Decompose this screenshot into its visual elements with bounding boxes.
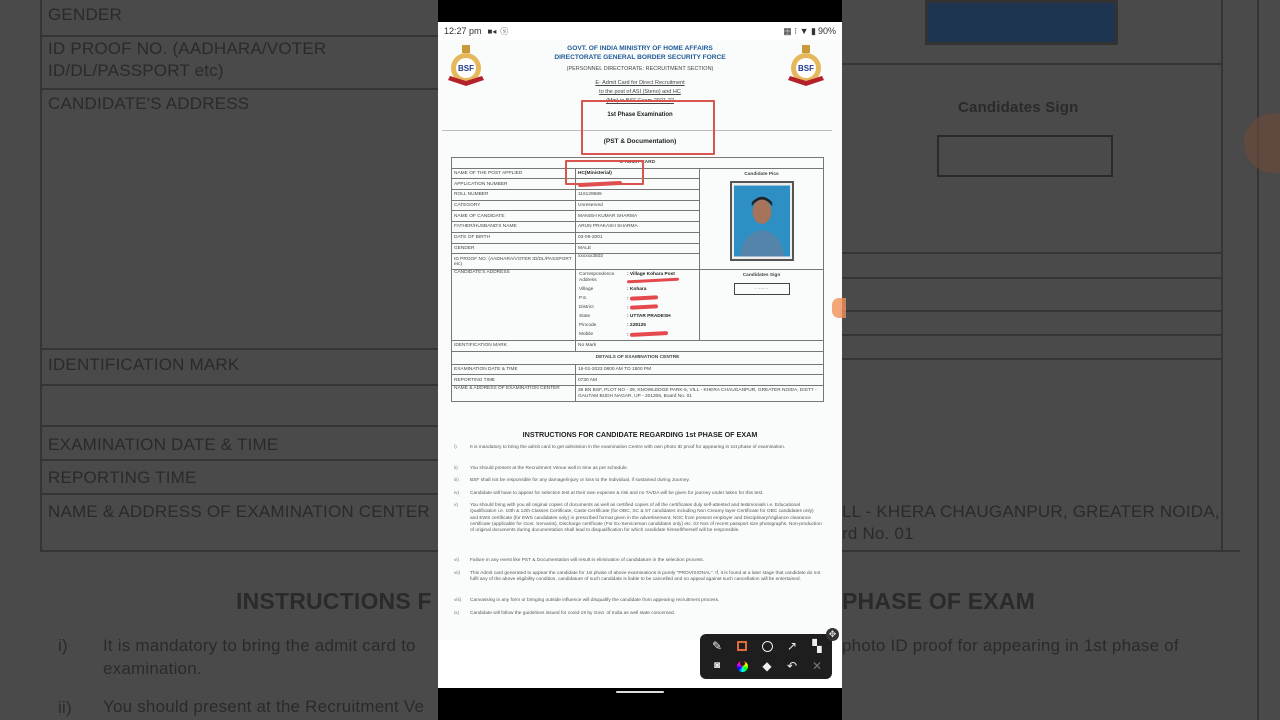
row-value: HC(Ministerial) bbox=[576, 168, 700, 179]
bg-label: ID PROOF NO. (AADHARA/VOTER bbox=[48, 39, 327, 58]
annotation-toolbar bbox=[700, 629, 837, 679]
redaction-scribble bbox=[630, 295, 658, 300]
signal-icons: ▦ ⁝ ▼ ▮ bbox=[783, 25, 816, 36]
rectangle-icon[interactable] bbox=[733, 637, 751, 655]
row-value: 0730 AM bbox=[576, 375, 824, 386]
redaction-scribble bbox=[630, 331, 668, 337]
row-label: EXAMINATION DATE & TIME bbox=[452, 364, 576, 375]
row-value: xxxxxx3502 bbox=[576, 254, 700, 270]
admit-card-table bbox=[451, 157, 824, 402]
subtitle-line3: (Min) in BSF Exam 2021-22 bbox=[606, 98, 674, 104]
eraser-icon[interactable]: ◆ bbox=[762, 659, 772, 673]
address-key: District bbox=[579, 305, 594, 310]
row-value: 116129689 bbox=[576, 190, 700, 201]
row-value: 36 BN BSF, PLOT NO - 39, KNOWLEDGE PARK-5, VILL - KHERA CHAUGANPUR, GREATER NOIDA, DISTT - GAUTAM BUDH NAGAR, UP - 201306, Board No. 01 bbox=[576, 386, 824, 402]
address-value: : bbox=[627, 296, 696, 302]
arrow-icon[interactable]: ↗ bbox=[786, 639, 798, 653]
phase-title: 1st Phase Examination bbox=[607, 112, 673, 118]
battery-level: 90% bbox=[817, 26, 836, 36]
camera-icon[interactable]: ◙ bbox=[713, 660, 721, 671]
bg-label: IDENTIFICATION MARK bbox=[48, 355, 240, 374]
notification-icon: ⓢ bbox=[500, 26, 509, 36]
bg-text: rd No. 01 bbox=[842, 524, 914, 543]
instruction-item: ix) Candidate will follow the guidelines issued for covid-19 by Govt. of India as well state concerned. bbox=[454, 611, 676, 616]
bg-touch-indicator bbox=[1244, 113, 1280, 173]
row-value: ARUN PRAKASH SHARMA bbox=[576, 222, 700, 233]
instruction-item: ii) You should present at the Recruitment Venue well in time as per schedule. bbox=[454, 466, 628, 471]
candidate-photo bbox=[730, 181, 794, 261]
header-ministry: GOVT. OF INDIA MINISTRY OF HOME AFFAIRS bbox=[567, 45, 713, 52]
phase-subtitle: (PST & Documentation) bbox=[603, 138, 677, 145]
bg-sign-box bbox=[937, 135, 1113, 177]
bg-text: You should present at the Recruitment Ve bbox=[103, 697, 425, 716]
pen-icon[interactable]: ✎ bbox=[711, 639, 723, 653]
bg-text: ii) bbox=[58, 698, 72, 717]
address-value: : 228125 bbox=[627, 323, 646, 329]
instruction-item: iv) Candidate will have to appear for selection test at their own expense & risk and no TA/DA will be given for journey under taken for this test. bbox=[454, 491, 764, 496]
mosaic-icon[interactable]: ▚ bbox=[812, 639, 822, 653]
bg-label: ID/DL/PASSPORT etc) bbox=[48, 61, 224, 80]
move-handle-icon[interactable]: ✥ bbox=[826, 628, 839, 641]
bg-text: LL - KHERA CHAUGANPUR, GREATER NOIDA, bbox=[842, 502, 1220, 521]
address-key: Pincode bbox=[579, 323, 597, 329]
address-key: Village bbox=[579, 286, 594, 292]
row-label: DATE OF BIRTH bbox=[452, 232, 576, 243]
admit-card-document bbox=[438, 40, 842, 640]
close-icon[interactable]: ✕ bbox=[811, 659, 823, 673]
bg-text: photo ID proof for appearing in 1st phase of bbox=[842, 636, 1179, 655]
header-directorate: DIRECTORATE GENERAL BORDER SECURITY FORCE bbox=[554, 54, 726, 61]
subtitle-line1: E- Admit Card for Direct Recruitment bbox=[595, 80, 685, 86]
svg-text:BSF: BSF bbox=[458, 64, 474, 73]
video-icon: ■◂ bbox=[487, 26, 497, 36]
bg-text: It is mandatory to bring the admit card to bbox=[103, 636, 416, 655]
row-value: Unreserved bbox=[576, 200, 700, 211]
row-label: NAME & ADDRESS OF EXAMINATION CENTER bbox=[452, 386, 576, 402]
subtitle-line2: to the post of ASI (Steno) and HC bbox=[599, 89, 681, 95]
instruction-item: vii) This Admit card generated to appear the candidate for 1st phase of above examinations is purely "PROVISIONAL". If, it is found at a later stage that candidate do not fulfil any of the above eligibility condition, candidature of such candidate is liable to be cancelled and no appeal against such cancellation will be entertained. bbox=[454, 571, 821, 583]
instruction-item: iii) BSF shall not be responsible for any damage/injury or loss to the Individual, if sustained during Journey. bbox=[454, 478, 690, 483]
address-key: P.S. bbox=[579, 295, 588, 301]
annotation-rectangle-post[interactable] bbox=[565, 160, 644, 185]
bg-label: GENDER bbox=[48, 5, 122, 24]
bg-photo bbox=[925, 0, 1118, 45]
instruction-item: viii) Canvassing in any form or bringing outside influence will disqualify the candidate from appearing recruitment process. bbox=[454, 598, 720, 603]
circle-icon[interactable] bbox=[758, 637, 776, 655]
row-label: APPLICATION NUMBER bbox=[452, 179, 576, 190]
color-picker-icon[interactable] bbox=[733, 657, 751, 675]
redaction-scribble bbox=[630, 304, 658, 309]
redaction-scribble bbox=[627, 277, 679, 283]
sign-label: Candidates Sign bbox=[742, 273, 781, 279]
card-title: E-ADMIT CARD bbox=[452, 158, 824, 169]
row-label: ID PROOF NO. (AADHARA/VOTER ID/DL/PASSPORT etc) bbox=[452, 254, 576, 270]
bg-label: CANDIDATE'S ADDRESS bbox=[48, 94, 250, 113]
address-key: Mobile bbox=[579, 332, 594, 338]
row-label: FATHER/HUSBAND'S NAME bbox=[452, 222, 576, 233]
row-value: 03-09-2001 bbox=[576, 232, 700, 243]
row-label: GENDER bbox=[452, 243, 576, 254]
address-key: Correspondence Address bbox=[579, 272, 615, 283]
phone-screen bbox=[438, 0, 842, 720]
undo-icon[interactable]: ↶ bbox=[786, 659, 798, 673]
status-bar bbox=[438, 22, 842, 40]
photo-cell bbox=[700, 168, 824, 270]
annotation-rectangle-phase[interactable] bbox=[581, 100, 715, 155]
bg-label: REPORTING TIME bbox=[48, 468, 197, 487]
bg-text: examination. bbox=[103, 659, 202, 678]
bg-label: EXAMINATION DATE & TIME bbox=[48, 435, 279, 454]
bg-text: i) bbox=[58, 636, 68, 655]
bg-label: NAME & ADDRESS OF EXAMINATION CENTER bbox=[48, 502, 430, 521]
candidate-signature: ~ ~~~ ~ bbox=[734, 283, 790, 295]
row-label: IDENTIFICATION MARK bbox=[452, 341, 576, 352]
address-value: : Kohara bbox=[627, 286, 647, 292]
address-value: : bbox=[627, 305, 696, 311]
instruction-item: v) You should bring with you all original copies of documents as well as certified copies of all the certificates duly self-attested and testimonials i.e. Educational Qualification i.e. 10th & 12th Classes Certificate, Caste Certificate (for OBC, SC & ST candidates including Non Creamy layer Certificate for OBC candidates only) and EWS certificate (for EWS candidates only) in prescribed format given in the advertisement. NOC from present employer and Disciplinary/Vigilance clearance certificate (applicable for Govt. Servants), Discharge certificate (For Ex-Serviceman candidates only) etc. 02 Nos of recent passport size photographs. Non-production of original documents during documentation shall lead to disqualification for which candidate himself/herself will be responsible. bbox=[454, 503, 822, 534]
bg-instructions: INSTRUCTIONS F bbox=[236, 588, 432, 614]
address-value: : Village Kohara Post bbox=[627, 272, 696, 283]
instruction-item: i) It is mandatory to bring the admit card to get admission in the examination Centre with own photo ID proof for appearing in 1st phase of examination. bbox=[454, 445, 786, 450]
row-label: NAME OF THE POST APPLIED bbox=[452, 168, 576, 179]
row-label: CANDIDATE'S ADDRESS bbox=[452, 270, 576, 341]
row-value: MANISH KUMAR SHARMA bbox=[576, 211, 700, 222]
row-value: MALE bbox=[576, 243, 700, 254]
sign-cell bbox=[700, 270, 824, 341]
address-value: : UTTAR PRADESH bbox=[627, 314, 671, 320]
bg-text: Candidates Sign bbox=[958, 99, 1079, 116]
row-value: 16-01-2023 0800 AM TO 1800 PM bbox=[576, 364, 824, 375]
home-gesture-bar[interactable] bbox=[616, 691, 664, 693]
svg-text:BSF: BSF bbox=[798, 64, 814, 73]
address-cell bbox=[576, 270, 700, 341]
row-label: NAME OF CANDIDATE bbox=[452, 211, 576, 222]
bg-instructions: PHASE OF EXAM bbox=[842, 588, 1036, 614]
row-label: ROLL NUMBER bbox=[452, 190, 576, 201]
instructions-title: INSTRUCTIONS FOR CANDIDATE REGARDING 1st PHASE OF EXAM bbox=[522, 430, 758, 439]
status-time: 12:27 pm bbox=[444, 26, 482, 36]
header-section: (PERSONNEL DIRECTORATE: RECRUITMENT SECTION) bbox=[566, 66, 714, 72]
row-label: REPORTING TIME bbox=[452, 375, 576, 386]
centre-title: DETAILS OF EXAMINATION CENTRE bbox=[452, 351, 824, 364]
address-value: : bbox=[627, 332, 696, 338]
floating-touch-indicator[interactable] bbox=[832, 298, 846, 318]
row-label: CATEGORY bbox=[452, 200, 576, 211]
photo-label: Candidate Pics bbox=[744, 171, 779, 177]
address-key: State bbox=[579, 314, 591, 320]
row-value: No Mark bbox=[576, 341, 824, 352]
instruction-item: vi) Failure in any event like PST & Documentation will result in elimination of candidature in the selection process. bbox=[454, 558, 705, 563]
